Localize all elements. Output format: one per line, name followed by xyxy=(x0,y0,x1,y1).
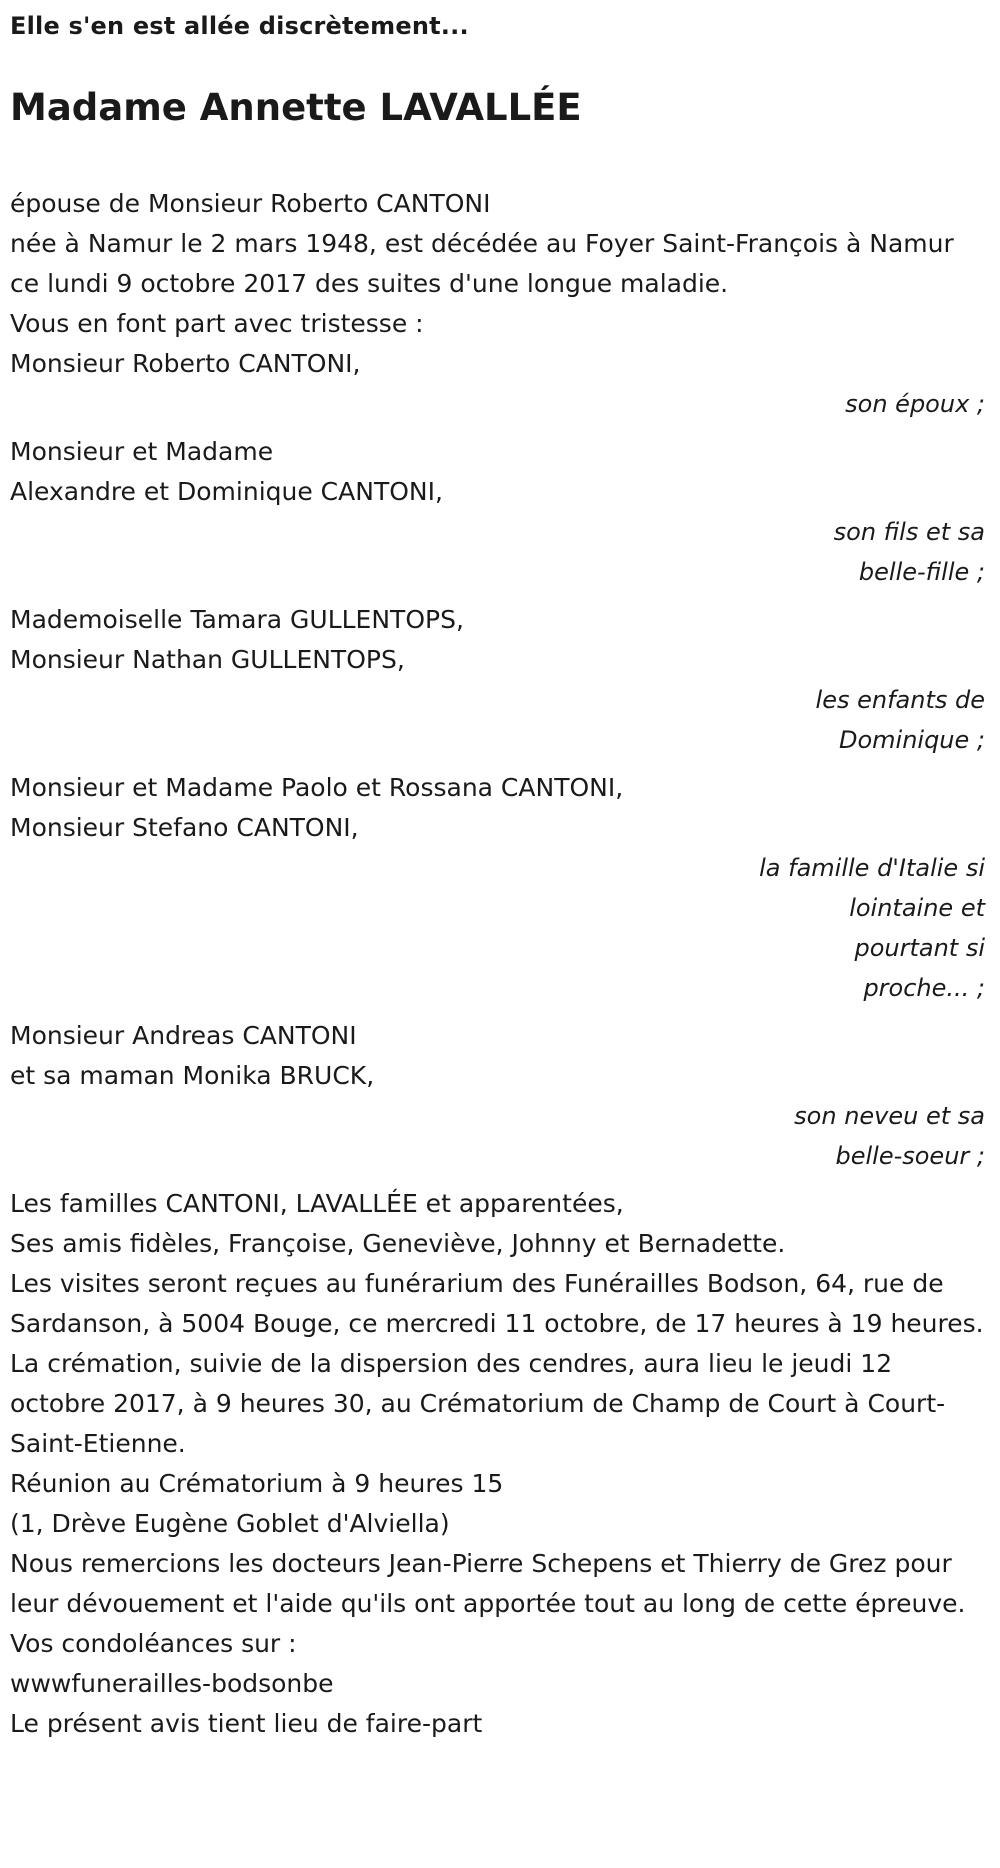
family-role-line: Dominique ; xyxy=(838,726,985,754)
deceased-name: Madame Annette LAVALLÉE xyxy=(10,86,582,129)
thanks-paragraph: Nous remercions les docteurs Jean-Pierre Schepens et Thierry de Grez pour leur dévouement et l'aide qu'ils ont apportée tout au long de cette épreuve. xyxy=(10,1549,966,1618)
family-role-line: belle-fille ; xyxy=(858,558,985,586)
obituary-notice xyxy=(0,8,985,1744)
birth-death-paragraph: née à Namur le 2 mars 1948, est décédée au Foyer Saint-François à Namur ce lundi 9 octobre 2017 des suites d'une longue maladie. xyxy=(10,229,954,298)
family-role-line: son époux ; xyxy=(845,390,985,418)
families-line: Les familles CANTONI, LAVALLÉE et apparentées, xyxy=(10,1189,624,1218)
family-group xyxy=(10,1016,985,1176)
family-role-line: lointaine et xyxy=(849,894,985,922)
family-group xyxy=(10,768,985,1008)
condolences-site: wwwfunerailles-bodsonbe xyxy=(10,1669,334,1698)
family-role-line: belle-soeur ; xyxy=(835,1142,985,1170)
cremation-paragraph: La crémation, suivie de la dispersion des cendres, aura lieu le jeudi 12 octobre 2017, à 9 heures 30, au Crématorium de Champ de Court à Court-Saint-Etienne. xyxy=(10,1349,946,1458)
family-group xyxy=(10,344,985,424)
address-line: (1, Drève Eugène Goblet d'Alviella) xyxy=(10,1509,450,1538)
spouse-line: épouse de Monsieur Roberto CANTONI xyxy=(10,189,491,218)
family-role-line: pourtant si xyxy=(854,934,985,962)
family-role-line: son fils et sa xyxy=(833,518,985,546)
family-group xyxy=(10,600,985,760)
closing-line: Le présent avis tient lieu de faire-part xyxy=(10,1709,483,1738)
announcement-line: Vous en font part avec tristesse : xyxy=(10,309,424,338)
intro-line: Elle s'en est allée discrètement... xyxy=(10,12,469,40)
family-name-line: Monsieur Stefano CANTONI, xyxy=(10,813,359,842)
families-block xyxy=(10,1184,985,1264)
family-name-line: Monsieur et Madame xyxy=(10,437,274,466)
family-role-line: les enfants de xyxy=(815,686,985,714)
condolences-label: Vos condoléances sur : xyxy=(10,1629,297,1658)
family-role-line: la famille d'Italie si xyxy=(759,854,985,882)
meeting-line: Réunion au Crématorium à 9 heures 15 xyxy=(10,1469,504,1498)
family-group xyxy=(10,432,985,592)
visits-paragraph: Les visites seront reçues au funérarium des Funérailles Bodson, 64, rue de Sardanson, à 5004 Bouge, ce mercredi 11 octobre, de 17 heures à 19 heures. xyxy=(10,1269,984,1338)
family-role-line: son neveu et sa xyxy=(794,1102,985,1130)
friends-line: Ses amis fidèles, Françoise, Geneviève, Johnny et Bernadette. xyxy=(10,1229,786,1258)
family-role-line: proche... ; xyxy=(863,974,985,1002)
family-name-line: Monsieur et Madame Paolo et Rossana CANTONI, xyxy=(10,773,624,802)
family-name-line: Mademoiselle Tamara GULLENTOPS, xyxy=(10,605,464,634)
family-name-line: Monsieur Roberto CANTONI, xyxy=(10,349,361,378)
family-name-line: et sa maman Monika BRUCK, xyxy=(10,1061,375,1090)
family-name-line: Monsieur Nathan GULLENTOPS, xyxy=(10,645,405,674)
family-name-line: Alexandre et Dominique CANTONI, xyxy=(10,477,443,506)
family-name-line: Monsieur Andreas CANTONI xyxy=(10,1021,357,1050)
